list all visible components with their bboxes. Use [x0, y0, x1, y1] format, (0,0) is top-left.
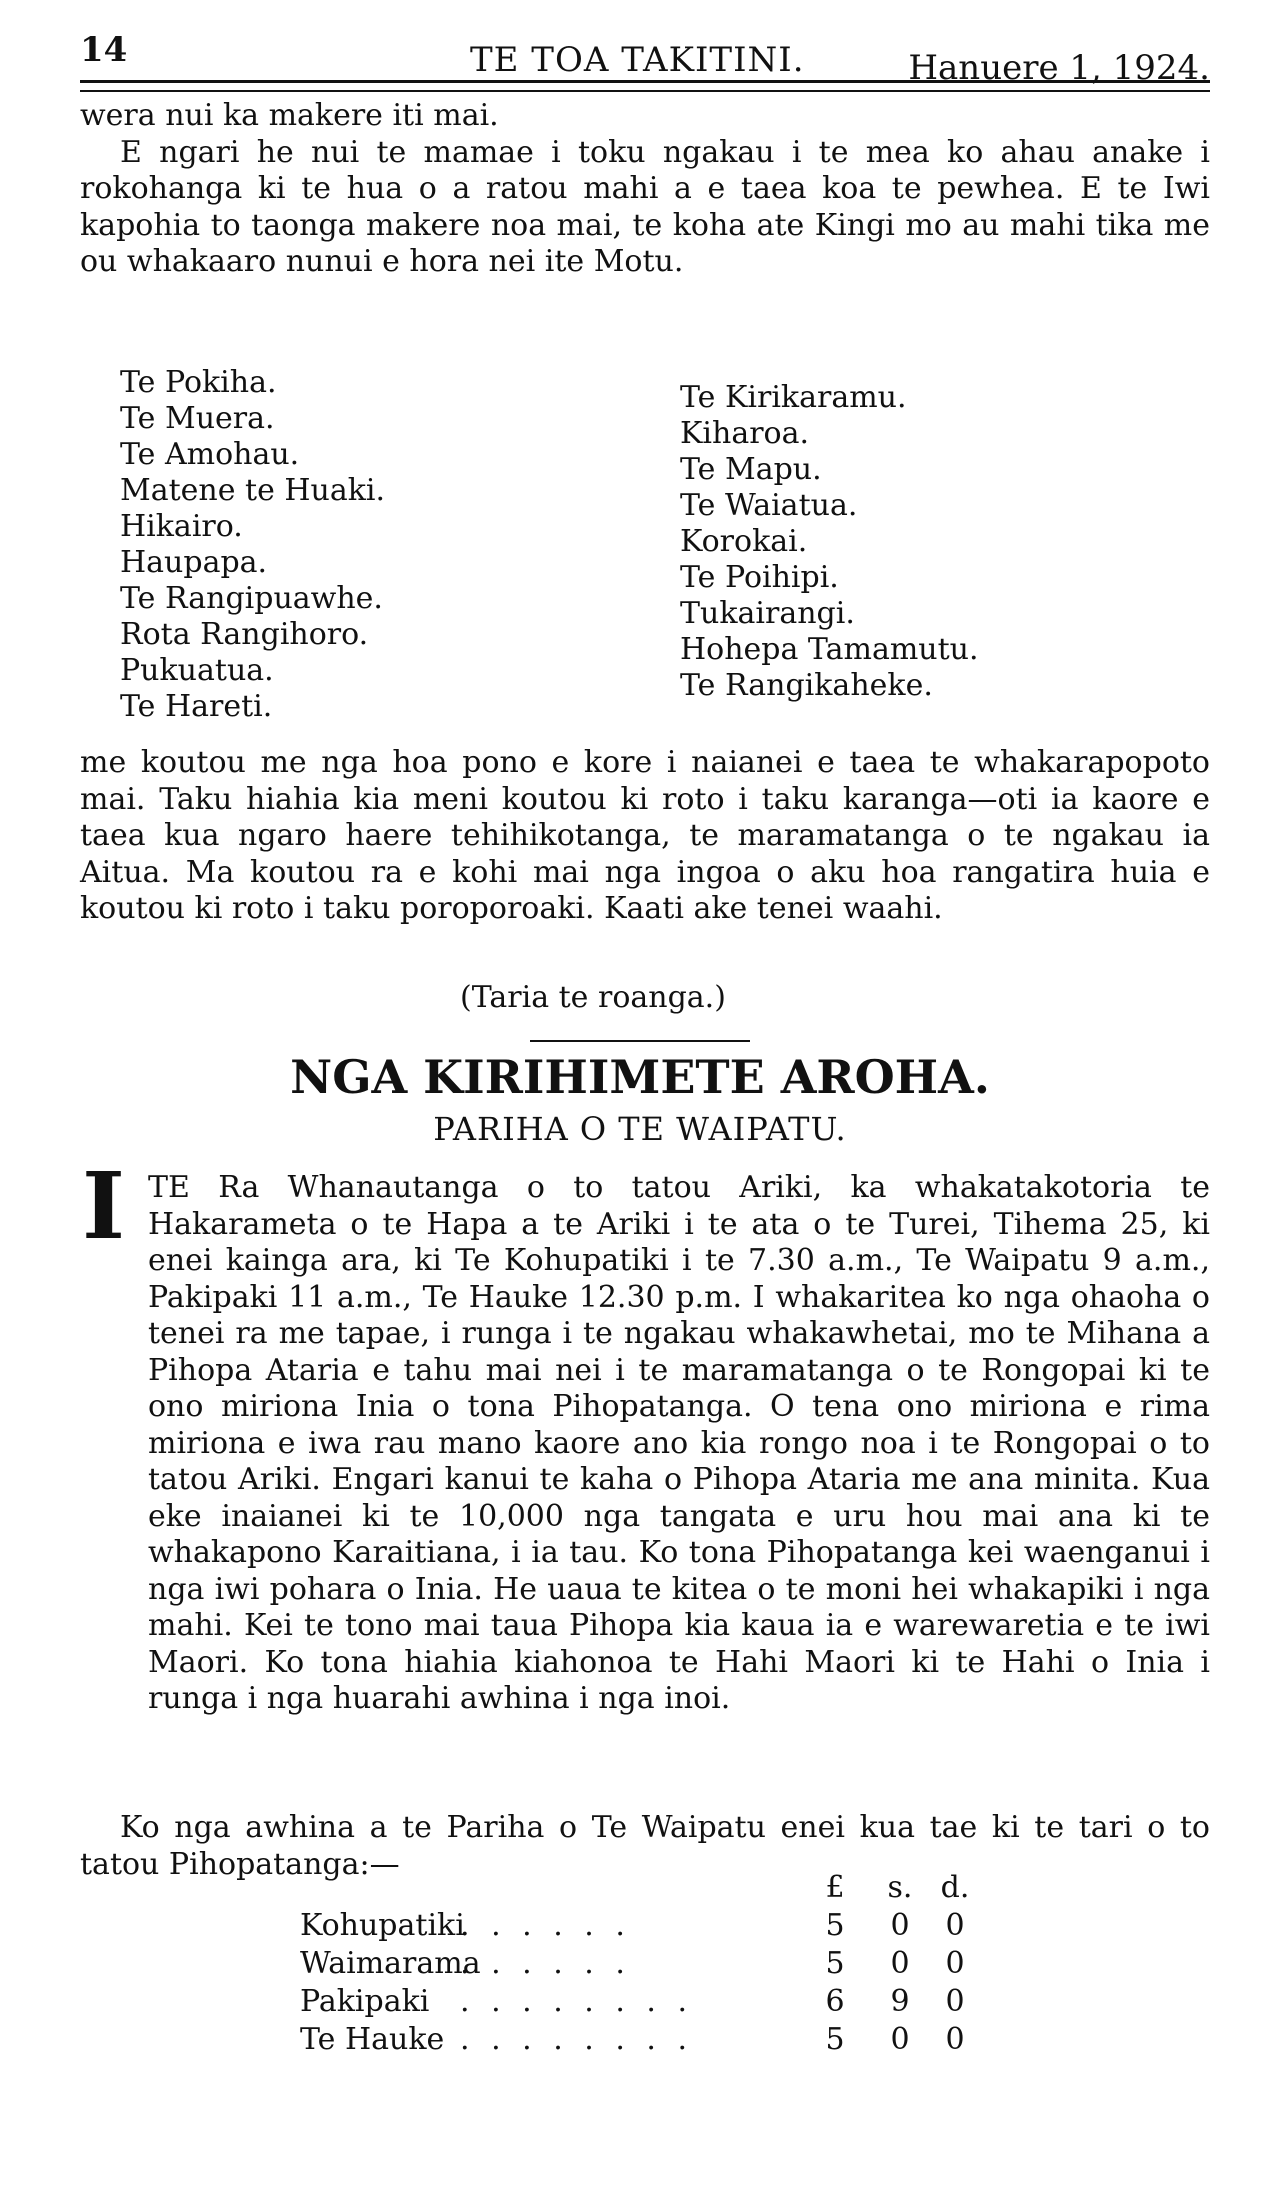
column-header-pounds: £ — [825, 1870, 845, 1905]
row-leader-dots: . . . . . . — [460, 1908, 631, 1943]
name-entry: Matene te Huaki. — [120, 473, 386, 508]
article-paragraph: TE Ra Whanautanga o to tatou Ariki, ka whakatakotoria te Hakarameta o te Hapa a te Ariki i te ata o te Turei, Tihema 25, ki enei kainga ara, ki Te Kohupatiki i te 7.30 a.m., Te Waipatu 9 a.m., Pakipaki 11 a.m., Te Hauke 12.30 p.m. I whakaritea ko nga ohaoha o tenei ra me tapae, i runga i te ngakau whakawhetai, mo te Mihana a Pihopa Ataria e tahu mai nei i te maramatanga o te Rongopai ki te ono miriona Inia o tona Pihopatanga. O tena ono miriona e rima miriona e iwa rau mano kaore ano kia rongo noa i te Rongopai o to tatou Ariki. Engari kanui te kaha o Pihopa Ataria me ana minita. Kua eke inaianei ki te 10,000 nga tangata e uru hou mai ana ki te whakapono Karaitiana, i ia tau. Ko tona Pihopatanga kei waenganui i nga iwi pohara o Inia. He uaua te kitea o te moni hei whakapiki i nga mahi. Kei te tono mai taua Pihopa kia kaua ia e warewaretia e te iwi Maori. Ko tona hiahia kiahonoa te Hahi Maori ki te Hahi o Inia i runga i nga huarahi awhina i nga inoi. — [148, 1170, 1210, 1716]
row-name: Waimarama — [300, 1946, 481, 1981]
closing-text — [80, 745, 1210, 928]
name-entry: Tukairangi. — [680, 596, 855, 631]
article-paragraph: Ko nga awhina a te Pariha o Te Waipatu enei kua tae ki te tari o to tatou Pihopatanga:— — [80, 1810, 1210, 1882]
name-entry: Hohepa Tamamutu. — [680, 632, 979, 667]
drop-cap: I — [82, 1152, 126, 1260]
row-pounds: 6 — [825, 1984, 845, 2019]
name-entry: Te Poihipi. — [680, 560, 839, 595]
intro-text — [80, 98, 1210, 281]
name-entry: Rota Rangihoro. — [120, 617, 369, 652]
names-list-right — [680, 380, 979, 704]
name-entry: Te Rangikaheke. — [680, 668, 933, 703]
row-pence: 0 — [945, 1946, 965, 1981]
name-entry: Te Hareti. — [120, 689, 273, 724]
name-entry: Te Waiatua. — [680, 488, 858, 523]
row-pounds: 5 — [825, 1908, 845, 1943]
row-name: Pakipaki — [300, 1984, 430, 2019]
row-pounds: 5 — [825, 1946, 845, 1981]
name-entry: Korokai. — [680, 524, 808, 559]
row-pence: 0 — [945, 1984, 965, 2019]
column-header-shillings: s. — [887, 1870, 913, 1905]
name-entry: Te Pokiha. — [120, 365, 277, 400]
row-shillings: 9 — [890, 1984, 910, 2019]
intro-line: wera nui ka makere iti mai. — [80, 98, 499, 133]
row-leader-dots: . . . . . . . . — [460, 1984, 694, 2019]
row-pence: 0 — [945, 2022, 965, 2057]
intro-paragraph: E ngari he nui te mamae i toku ngakau i te mea ko ahau anake i rokohanga ki te hua o a ratou mahi a e taea koa te pewhea. E te Iwi kapohia to taonga makere noa mai, te koha ate Kingi mo au mahi tika me ou whakaaro nunui e hora nei ite Motu. — [80, 134, 1210, 279]
issue-date: Hanuere 1, 1924. — [908, 48, 1210, 88]
name-entry: Te Muera. — [120, 401, 275, 436]
name-entry: Haupapa. — [120, 545, 268, 580]
header-rule-secondary — [80, 90, 1210, 92]
section-separator — [530, 1040, 750, 1042]
header-rule — [80, 80, 1210, 83]
name-entry: Te Rangipuawhe. — [120, 581, 383, 616]
page-number: 14 — [80, 30, 128, 70]
article-title: NGA KIRIHIMETE AROHA. — [290, 1050, 990, 1104]
names-list-left — [120, 365, 385, 725]
name-entry: Te Amohau. — [120, 437, 300, 472]
row-shillings: 0 — [890, 2022, 910, 2057]
article-subtitle: PARIHA O TE WAIPATU. — [433, 1110, 847, 1148]
row-leader-dots: . . . . . . . . — [460, 2022, 694, 2057]
name-entry: Hikairo. — [120, 509, 243, 544]
row-shillings: 0 — [890, 1908, 910, 1943]
row-name: Te Hauke — [300, 2022, 445, 2057]
article-body — [148, 1170, 1210, 1718]
article-body-end — [80, 1810, 1210, 1883]
column-header-pence: d. — [940, 1870, 970, 1905]
row-pence: 0 — [945, 1908, 965, 1943]
name-entry: Te Mapu. — [680, 452, 822, 487]
closing-paragraph: me koutou me nga hoa pono e kore i naianei e taea te whakarapopoto mai. Taku hiahia kia meni koutou ki roto i taku karanga—oti ia kaore e taea kua ngaro haere tehihikotanga, te maramatanga o te ngakau ia Aitua. Ma koutou ra e kohi mai nga ingoa o aku hoa rangatira huia e koutou ki roto i taku poroporoaki. Kaati ake tenei waahi. — [80, 745, 1210, 926]
name-entry: Kiharoa. — [680, 416, 810, 451]
row-name: Kohupatiki — [300, 1908, 465, 1943]
row-shillings: 0 — [890, 1946, 910, 1981]
row-pounds: 5 — [825, 2022, 845, 2057]
continuation-note: (Taria te roanga.) — [460, 980, 726, 1015]
publication-title: TE TOA TAKITINI. — [470, 40, 805, 80]
name-entry: Pukuatua. — [120, 653, 274, 688]
name-entry: Te Kirikaramu. — [680, 380, 907, 415]
row-leader-dots: . . . . . . — [460, 1946, 631, 1981]
